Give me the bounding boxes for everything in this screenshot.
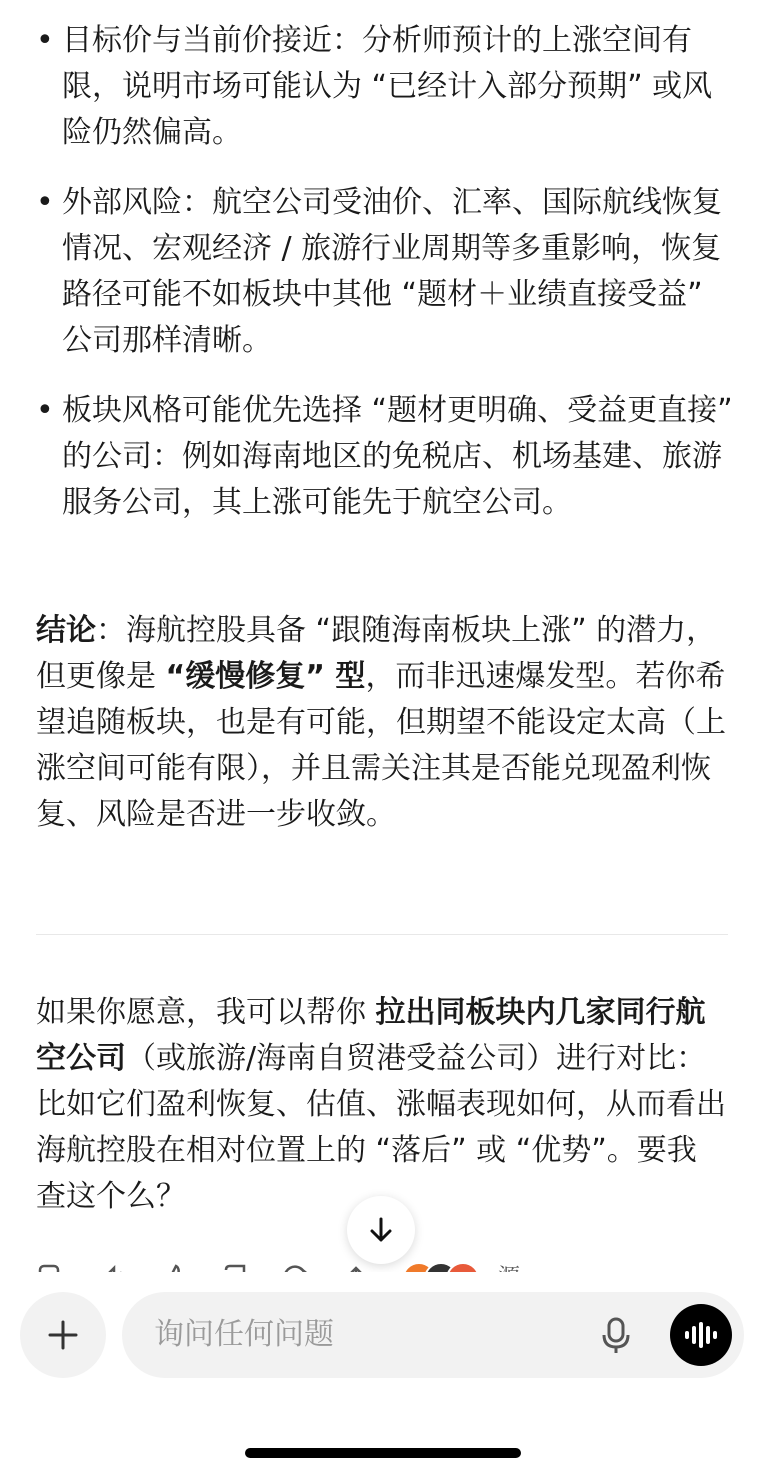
bullet-item bbox=[36, 18, 736, 156]
add-attachment-button[interactable] bbox=[20, 1292, 106, 1378]
bullet-text: 板块风格可能优先选择 “题材更明确、受益更直接” 的公司：例如海南地区的免税店、机场基建、旅游服务公司，其上涨可能先于航空公司。 bbox=[62, 393, 733, 520]
microphone-icon[interactable] bbox=[596, 1315, 636, 1355]
arrow-down-icon bbox=[366, 1215, 396, 1245]
followup-paragraph bbox=[36, 990, 726, 1220]
followup-text-2: （或旅游/海南自贸港受益公司）进行对比：比如它们盈利恢复、估值、涨幅表现如何，从而看出海航控股在相对位置上的 “落后” 或 “优势”。要我查这个么？ bbox=[36, 1041, 726, 1214]
bullet-text: 目标价与当前价接近：分析师预计的上涨空间有限，说明市场可能认为 “已经计入部分预期” 或风险仍然偏高。 bbox=[62, 23, 713, 150]
message-input-placeholder: 询问任何问题 bbox=[154, 1317, 334, 1352]
conclusion-bold-phrase: “缓慢修复” 型 bbox=[165, 659, 366, 694]
bullet-text: 外部风险：航空公司受油价、汇率、国际航线恢复情况、宏观经济 / 旅游行业周期等多重影响，恢复路径可能不如板块中其他 “题材＋业绩直接受益” 公司那样清晰。 bbox=[62, 185, 722, 358]
bullet-list bbox=[36, 18, 736, 550]
followup-bold-phrase: 拉出同板块内几家同行航空公司 bbox=[36, 995, 706, 1076]
section-divider bbox=[36, 934, 728, 935]
conclusion-paragraph bbox=[36, 608, 726, 838]
voice-mode-icon bbox=[683, 1321, 719, 1349]
bullet-marker: • bbox=[36, 23, 54, 58]
bullet-item bbox=[36, 180, 736, 364]
composer-bar bbox=[0, 1272, 768, 1476]
message-input[interactable] bbox=[122, 1292, 744, 1378]
plus-icon bbox=[46, 1318, 80, 1352]
voice-mode-button[interactable] bbox=[670, 1304, 732, 1366]
conclusion-colon: ： bbox=[96, 613, 126, 648]
conclusion-label: 结论 bbox=[36, 613, 96, 648]
followup-text-1: 如果你愿意，我可以帮你 bbox=[36, 995, 376, 1030]
conclusion-text-2: ，而非迅速爆发型。若你希望追随板块，也是有可能，但期望不能设定太高（上涨空间可能有限），并且需关注其是否能兑现盈利恢复、风险是否进一步收敛。 bbox=[36, 659, 726, 832]
home-indicator bbox=[245, 1448, 521, 1458]
bullet-marker: • bbox=[36, 185, 54, 220]
scroll-down-button[interactable] bbox=[347, 1196, 415, 1264]
bullet-marker: • bbox=[36, 393, 54, 428]
bullet-item bbox=[36, 388, 736, 526]
conclusion-text-1: 海航控股具备 “跟随海南板块上涨” 的潜力，但更像是 bbox=[36, 613, 717, 694]
